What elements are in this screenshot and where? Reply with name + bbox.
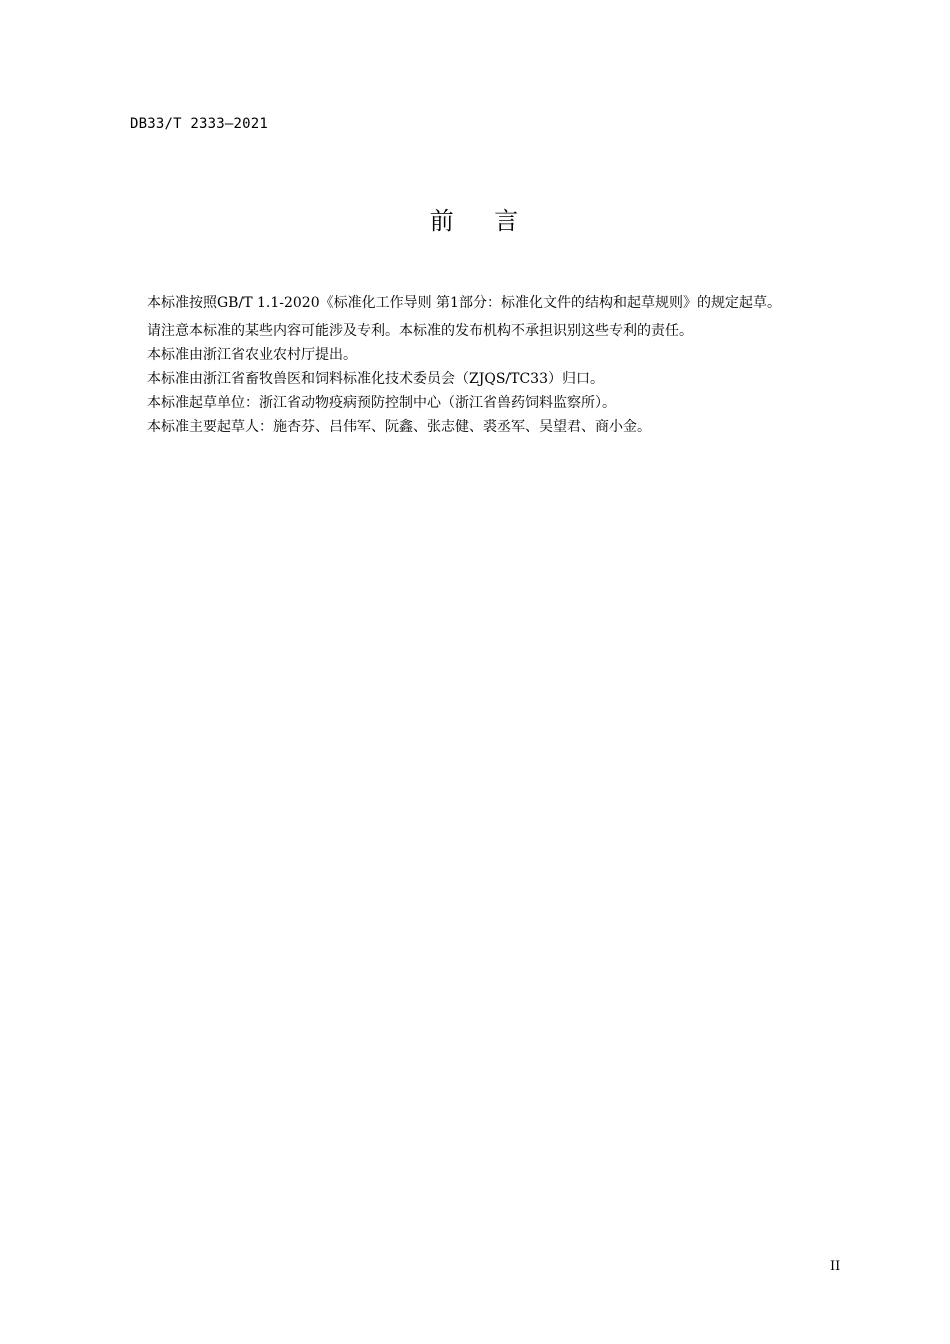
section-title: 前 言 — [429, 207, 521, 235]
page-number: II — [830, 1259, 841, 1274]
paragraph-patent-notice: 请注意本标准的某些内容可能涉及专利。本标准的发布机构不承担识别这些专利的责任。 — [147, 323, 693, 339]
paragraph-drafters: 本标准主要起草人：施杏芬、吕伟军、阮鑫、张志健、裘丞军、吴望君、商小金。 — [147, 419, 651, 435]
paragraph-drafting-rules: 本标准按照GB/T 1.1-2020《标准化工作导则 第1部分：标准化文件的结构和起草规则》的规定起草。 — [147, 295, 781, 311]
paragraph-committee: 本标准由浙江省畜牧兽医和饲料标准化技术委员会（ZJQS/TC33）归口。 — [147, 371, 604, 387]
foreword-body — [113, 291, 861, 439]
paragraph-proposer: 本标准由浙江省农业农村厅提出。 — [147, 347, 357, 363]
paragraph-drafting-unit: 本标准起草单位：浙江省动物疫病预防控制中心（浙江省兽药饲料监察所）。 — [147, 395, 616, 411]
document-code: DB33/T 2333—2021 — [130, 116, 269, 132]
